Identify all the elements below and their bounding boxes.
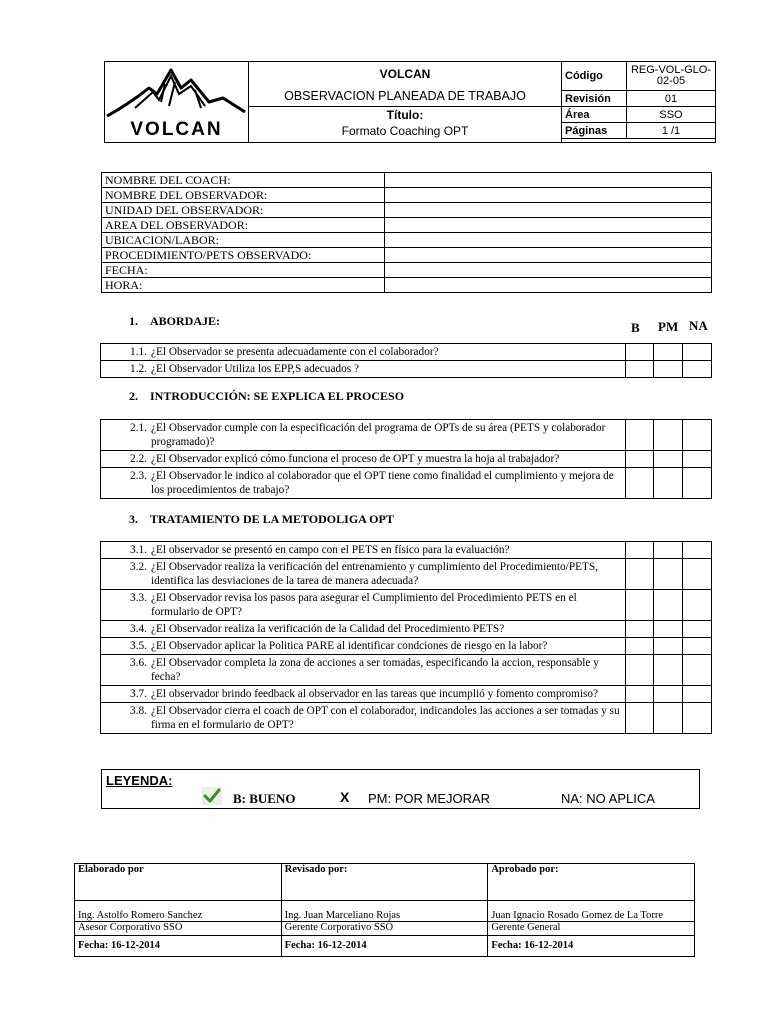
footer-role: Revisado por: <box>281 864 488 901</box>
question-text: ¿El Observador cumple con la especificación del programa de OPTs de su área (PETS y colaborador programado)? <box>151 422 606 448</box>
question-number: 3.8. <box>130 705 147 717</box>
cell-b[interactable] <box>625 621 654 638</box>
title-value: Formato Coaching OPT <box>341 124 469 138</box>
section-heading-tratamiento: 3. TRATAMIENTO DE LA METODOLIGA OPT <box>129 512 394 526</box>
footer-position: Asesor Corporativo SSO <box>75 922 282 936</box>
meta-value: SSO <box>627 107 716 123</box>
info-row <box>102 203 712 218</box>
question-text: ¿El Observador le indico al colaborador que el OPT tiene como finalidad el cumplimiento y mejora de los procedimientos de trabajo? <box>151 470 614 496</box>
info-label: NOMBRE DEL OBSERVADOR: <box>102 188 385 203</box>
cell-pm[interactable] <box>654 468 683 499</box>
cell-b[interactable] <box>625 590 654 621</box>
info-value-field[interactable] <box>385 248 712 263</box>
question-number: 2.3. <box>130 470 147 482</box>
info-value-field[interactable] <box>385 188 712 203</box>
meta-value: 01 <box>627 91 716 107</box>
info-label: AREA DEL OBSERVADOR: <box>102 218 385 233</box>
cell-pm[interactable] <box>654 559 683 590</box>
company-name: VOLCAN <box>379 67 431 81</box>
meta-key: Área <box>562 107 627 123</box>
info-value-field[interactable] <box>385 218 712 233</box>
info-label: HORA: <box>102 278 385 293</box>
cell-b[interactable] <box>625 638 654 655</box>
header-meta <box>562 62 715 139</box>
question-row <box>101 344 712 361</box>
cell-na[interactable] <box>683 420 712 451</box>
logo-wordmark: VOLCAN <box>130 119 223 140</box>
cell-pm[interactable] <box>654 542 683 559</box>
mountain-logo-icon <box>105 62 248 120</box>
question-row <box>101 621 712 638</box>
cell-pm[interactable] <box>654 703 683 734</box>
question-text: ¿El Observador revisa los pasos para asegurar el Cumplimiento del Procedimiento PETS en el formulario de OPT? <box>151 592 577 618</box>
cell-na[interactable] <box>683 468 712 499</box>
section-3-questions <box>100 541 712 734</box>
footer-name: Ing. Astolfo Romero Sanchez <box>75 901 282 922</box>
legend-por-mejorar: PM: POR MEJORAR <box>368 791 491 806</box>
question-row <box>101 451 712 468</box>
cell-pm[interactable] <box>654 638 683 655</box>
cell-pm[interactable] <box>654 686 683 703</box>
legend-box <box>101 769 700 809</box>
meta-key: Revisión <box>562 91 627 107</box>
cell-b[interactable] <box>625 420 654 451</box>
cell-na[interactable] <box>683 638 712 655</box>
cell-na[interactable] <box>683 559 712 590</box>
document-subtitle: OBSERVACION PLANEADA DE TRABAJO <box>284 89 526 103</box>
cell-na[interactable] <box>683 451 712 468</box>
question-row <box>101 420 712 451</box>
question-text: ¿El Observador Utiliza los EPP,S adecuados ? <box>151 363 360 375</box>
cell-na[interactable] <box>683 344 712 361</box>
cell-na[interactable] <box>683 542 712 559</box>
footer-position: Gerente Corporativo SSO <box>281 922 488 936</box>
info-label: UNIDAD DEL OBSERVADOR: <box>102 203 385 218</box>
cell-na[interactable] <box>683 621 712 638</box>
question-number: 1.2. <box>130 363 147 375</box>
cell-pm[interactable] <box>654 451 683 468</box>
question-number: 3.1. <box>130 544 147 556</box>
info-value-field[interactable] <box>385 278 712 293</box>
question-number: 3.6. <box>130 657 147 669</box>
info-value-field[interactable] <box>385 173 712 188</box>
info-row <box>102 173 712 188</box>
legend-bueno: B: BUENO <box>233 791 296 806</box>
section-heading-abordaje: 1. ABORDAJE: <box>129 314 221 328</box>
cell-b[interactable] <box>625 686 654 703</box>
info-label: UBICACION/LABOR: <box>102 233 385 248</box>
section-1-questions <box>100 343 712 378</box>
meta-value: 1 /1 <box>627 123 716 139</box>
question-number: 3.3. <box>130 592 147 604</box>
checkmark-icon <box>202 787 222 805</box>
question-row <box>101 655 712 686</box>
info-row <box>102 233 712 248</box>
cell-b[interactable] <box>625 361 654 378</box>
footer-role: Elaborado por <box>75 864 282 901</box>
cell-na[interactable] <box>683 703 712 734</box>
question-text: ¿El Observador aplicar la Politica PARE al identificar condciones de riesgo en la labor? <box>151 640 548 652</box>
question-row <box>101 468 712 499</box>
question-number: 1.1. <box>130 346 147 358</box>
cell-na[interactable] <box>683 655 712 686</box>
question-text: ¿El Observador completa la zona de acciones a ser tomadas, especificando la accion, responsable y fecha? <box>151 657 599 683</box>
footer-date: Fecha: 16-12-2014 <box>281 936 488 957</box>
footer-role: Aprobado por: <box>488 864 695 901</box>
cell-pm[interactable] <box>654 344 683 361</box>
meta-value: REG-VOL-GLO-02-05 <box>627 62 716 91</box>
info-label: NOMBRE DEL COACH: <box>102 173 385 188</box>
cell-pm[interactable] <box>654 361 683 378</box>
info-row <box>102 218 712 233</box>
question-text: ¿El observador se presentó en campo con el PETS en físico para la evaluación? <box>151 544 510 556</box>
question-row <box>101 542 712 559</box>
cell-pm[interactable] <box>654 621 683 638</box>
info-label: PROCEDIMIENTO/PETS OBSERVADO: <box>102 248 385 263</box>
question-number: 2.1. <box>130 422 147 434</box>
cell-b[interactable] <box>625 655 654 686</box>
approval-footer <box>74 863 695 957</box>
info-value-field[interactable] <box>385 203 712 218</box>
cell-na[interactable] <box>683 361 712 378</box>
question-row <box>101 703 712 734</box>
question-text: ¿El Observador se presenta adecuadamente con el colaborador? <box>151 346 439 358</box>
question-row <box>101 361 712 378</box>
info-row <box>102 263 712 278</box>
cell-pm[interactable] <box>654 590 683 621</box>
cell-b[interactable] <box>625 468 654 499</box>
cell-b[interactable] <box>625 559 654 590</box>
question-text: ¿El Observador explicó cómo funciona el proceso de OPT y muestra la hoja al trabajador? <box>151 453 560 465</box>
meta-key: Código <box>562 62 627 91</box>
column-header-pm: PM <box>658 319 679 334</box>
title-label: Título: <box>386 108 424 122</box>
footer-date: Fecha: 16-12-2014 <box>75 936 282 957</box>
cell-pm[interactable] <box>654 420 683 451</box>
cell-b[interactable] <box>625 542 654 559</box>
legend-no-aplica: NA: NO APLICA <box>561 791 655 806</box>
info-row <box>102 248 712 263</box>
info-value-field[interactable] <box>385 233 712 248</box>
question-number: 3.7. <box>130 688 147 700</box>
cell-na[interactable] <box>683 686 712 703</box>
document-header <box>104 61 716 143</box>
question-row <box>101 686 712 703</box>
legend-x-mark: X <box>340 789 350 805</box>
footer-name: Ing. Juan Marceliano Rojas <box>281 901 488 922</box>
question-text: ¿El Observador cierra el coach de OPT con el colaborador, indicandoles las acciones a ser tomadas y su firma en el formulario de OPT? <box>151 705 620 731</box>
column-header-b: B <box>631 320 640 335</box>
meta-key: Páginas <box>562 123 627 139</box>
cell-b[interactable] <box>625 344 654 361</box>
info-value-field[interactable] <box>385 263 712 278</box>
footer-date: Fecha: 16-12-2014 <box>488 936 695 957</box>
info-label: FECHA: <box>102 263 385 278</box>
question-number: 3.4. <box>130 623 147 635</box>
question-number: 3.2. <box>130 561 147 573</box>
question-row <box>101 638 712 655</box>
observer-info-table <box>101 172 712 293</box>
header-title-block <box>249 62 562 142</box>
cell-na[interactable] <box>683 590 712 621</box>
question-text: ¿El Observador realiza la verificación de la Calidad del Procedimiento PETS? <box>151 623 505 635</box>
info-row <box>102 278 712 293</box>
question-text: ¿El Observador realiza la verificación del entrenamiento y cumplimiento del Procedimiento/PETS, identifica las desviaciones de la tarea de manera adecuada? <box>151 561 599 587</box>
footer-position: Gerente General <box>488 922 695 936</box>
company-logo <box>105 62 249 142</box>
question-row <box>101 559 712 590</box>
cell-b[interactable] <box>625 451 654 468</box>
section-2-questions <box>100 419 712 499</box>
cell-b[interactable] <box>625 703 654 734</box>
info-row <box>102 188 712 203</box>
question-text: ¿El observador brindo feedback al observador en las tareas que incumplió y fomento compromiso? <box>151 688 599 700</box>
cell-pm[interactable] <box>654 655 683 686</box>
column-header-na: NA <box>689 318 708 333</box>
question-row <box>101 590 712 621</box>
legend-title: LEYENDA: <box>106 773 173 788</box>
question-number: 2.2. <box>130 453 147 465</box>
section-heading-introduccion: 2. INTRODUCCIÓN: SE EXPLICA EL PROCESO <box>129 389 405 403</box>
footer-name: Juan Ignacio Rosado Gomez de La Torre <box>488 901 695 922</box>
question-number: 3.5. <box>130 640 147 652</box>
